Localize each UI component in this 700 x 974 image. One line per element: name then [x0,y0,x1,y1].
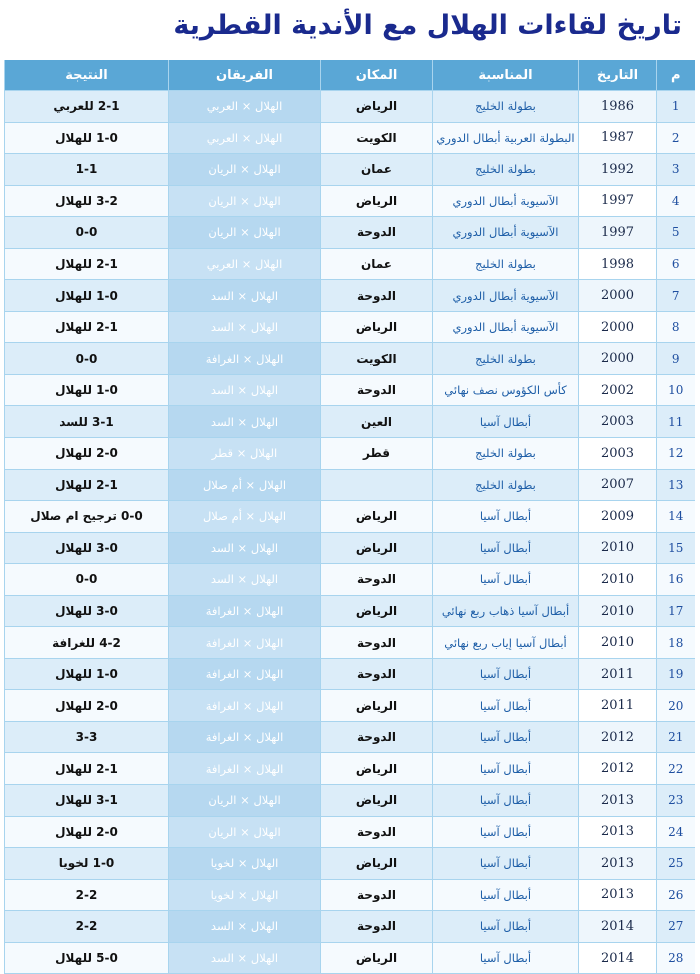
match-date: 2000 [579,311,657,343]
match-place: الرياض [321,501,433,533]
match-result: 2-1 للعربي [5,91,169,123]
match-result: 3-0 للهلال [5,595,169,627]
match-event: أبطال آسيا [433,848,579,880]
row-number: 13 [657,469,695,501]
row-number: 28 [657,942,695,974]
table-row [5,438,695,470]
table-row [5,848,695,880]
match-date: 2014 [579,911,657,943]
match-event: بطولة الخليج [433,154,579,186]
match-result: 2-0 للهلال [5,438,169,470]
row-number: 24 [657,816,695,848]
match-teams: الهلال × الريان [169,217,321,249]
table-row [5,721,695,753]
match-place: الرياض [321,942,433,974]
header-place: المكان [321,60,433,91]
match-place: الدوحة [321,564,433,596]
match-result: 1-0 للهلال [5,658,169,690]
row-number: 9 [657,343,695,375]
match-teams: الهلال × السد [169,911,321,943]
match-result: 1-1 [5,154,169,186]
match-place: الرياض [321,785,433,817]
row-number: 14 [657,501,695,533]
header-date: التاريخ [579,60,657,91]
match-teams: الهلال × قطر [169,438,321,470]
match-date: 1986 [579,91,657,123]
match-result: 2-0 للهلال [5,690,169,722]
match-event: بطولة الخليج [433,91,579,123]
match-place: قطر [321,438,433,470]
match-place [321,469,433,501]
match-event: أبطال آسيا [433,690,579,722]
match-event: الآسيوية أبطال الدوري [433,280,579,312]
match-place: الدوحة [321,721,433,753]
table-row [5,753,695,785]
match-date: 1997 [579,217,657,249]
match-result: 0-0 [5,564,169,596]
row-number: 15 [657,532,695,564]
table-row [5,374,695,406]
match-result: 0-0 [5,343,169,375]
match-date: 2010 [579,627,657,659]
match-teams: الهلال × الغرافة [169,753,321,785]
match-result: 3-0 للهلال [5,532,169,564]
table-row [5,217,695,249]
match-teams: الهلال × الغرافة [169,658,321,690]
match-teams: الهلال × أم صلال [169,469,321,501]
match-date: 2002 [579,374,657,406]
match-event: البطولة العربية أبطال الدوري [433,122,579,154]
match-result: 3-1 للهلال [5,785,169,817]
table-row [5,501,695,533]
match-place: الرياض [321,91,433,123]
match-result: 0-0 [5,217,169,249]
row-number: 26 [657,879,695,911]
match-date: 2000 [579,343,657,375]
match-event: بطولة الخليج [433,248,579,280]
match-place: الكويت [321,122,433,154]
match-event: الآسيوية أبطال الدوري [433,311,579,343]
row-number: 22 [657,753,695,785]
match-date: 2013 [579,785,657,817]
table-row [5,785,695,817]
row-number: 1 [657,91,695,123]
match-teams: الهلال × الريان [169,185,321,217]
match-date: 2009 [579,501,657,533]
match-place: عمان [321,154,433,186]
match-date: 2013 [579,816,657,848]
table-row [5,154,695,186]
match-date: 1992 [579,154,657,186]
match-date: 1997 [579,185,657,217]
match-teams: الهلال × العربي [169,248,321,280]
table-row [5,122,695,154]
table-row [5,942,695,974]
match-teams: الهلال × العربي [169,122,321,154]
match-result: 2-1 للهلال [5,753,169,785]
table-row [5,879,695,911]
match-teams: الهلال × لخويا [169,879,321,911]
match-teams: الهلال × الريان [169,785,321,817]
row-number: 3 [657,154,695,186]
match-result: 2-0 للهلال [5,816,169,848]
match-date: 2011 [579,658,657,690]
match-place: الدوحة [321,658,433,690]
row-number: 16 [657,564,695,596]
match-place: الدوحة [321,816,433,848]
table-row [5,658,695,690]
table-row [5,91,695,123]
match-result: 3-1 للسد [5,406,169,438]
table-row [5,469,695,501]
match-teams: الهلال × السد [169,311,321,343]
row-number: 8 [657,311,695,343]
page-title: تاريخ لقاءات الهلال مع الأندية القطرية [173,10,682,41]
match-place: الدوحة [321,280,433,312]
match-event: كأس الكؤوس نصف نهائي [433,374,579,406]
match-event: الآسيوية أبطال الدوري [433,185,579,217]
row-number: 7 [657,280,695,312]
row-number: 10 [657,374,695,406]
table-row [5,595,695,627]
match-teams: الهلال × الغرافة [169,627,321,659]
match-teams: الهلال × السد [169,532,321,564]
row-number: 19 [657,658,695,690]
match-result: 3-3 [5,721,169,753]
table-row [5,564,695,596]
match-event: أبطال آسيا [433,501,579,533]
table-row [5,248,695,280]
match-teams: الهلال × السد [169,564,321,596]
match-result: 0-0 ترجيح ام صلال [5,501,169,533]
match-date: 2007 [579,469,657,501]
match-event: أبطال آسيا ذهاب ربع نهائي [433,595,579,627]
match-teams: الهلال × السد [169,406,321,438]
match-teams: الهلال × السد [169,942,321,974]
match-place: العين [321,406,433,438]
table-body [5,91,695,974]
table-row [5,532,695,564]
match-event: بطولة الخليج [433,469,579,501]
match-place: الرياض [321,595,433,627]
match-date: 2014 [579,942,657,974]
match-place: الدوحة [321,627,433,659]
match-place: الدوحة [321,374,433,406]
match-event: أبطال آسيا [433,879,579,911]
match-event: بطولة الخليج [433,438,579,470]
header-teams: الفريقان [169,60,321,91]
match-event: أبطال آسيا [433,532,579,564]
row-number: 5 [657,217,695,249]
table-row [5,280,695,312]
match-event: أبطال آسيا [433,753,579,785]
match-date: 2012 [579,753,657,785]
match-event: أبطال آسيا [433,406,579,438]
match-date: 1998 [579,248,657,280]
match-event: الآسيوية أبطال الدوري [433,217,579,249]
table-row [5,627,695,659]
match-teams: الهلال × الغرافة [169,343,321,375]
row-number: 23 [657,785,695,817]
row-number: 21 [657,721,695,753]
header-event: المناسبة [433,60,579,91]
match-result: 1-0 للهلال [5,122,169,154]
match-date: 2010 [579,564,657,596]
row-number: 27 [657,911,695,943]
match-date: 2003 [579,438,657,470]
table-row [5,343,695,375]
match-place: الرياض [321,848,433,880]
row-number: 25 [657,848,695,880]
match-teams: الهلال × أم صلال [169,501,321,533]
match-result: 1-0 للهلال [5,280,169,312]
table-row [5,311,695,343]
match-place: الرياض [321,311,433,343]
match-result: 1-0 لخويا [5,848,169,880]
match-result: 2-1 للهلال [5,311,169,343]
match-event: أبطال آسيا [433,911,579,943]
match-event: أبطال آسيا [433,658,579,690]
match-date: 2011 [579,690,657,722]
row-number: 18 [657,627,695,659]
match-event: أبطال آسيا [433,816,579,848]
match-place: الرياض [321,753,433,785]
match-date: 2012 [579,721,657,753]
row-number: 4 [657,185,695,217]
match-teams: الهلال × الغرافة [169,690,321,722]
match-place: الدوحة [321,217,433,249]
row-number: 12 [657,438,695,470]
match-teams: الهلال × الغرافة [169,595,321,627]
row-number: 6 [657,248,695,280]
table-row [5,185,695,217]
match-result: 2-1 للهلال [5,248,169,280]
match-teams: الهلال × العربي [169,91,321,123]
row-number: 20 [657,690,695,722]
match-result: 2-1 للهلال [5,469,169,501]
row-number: 2 [657,122,695,154]
match-event: أبطال آسيا [433,785,579,817]
match-place: عمان [321,248,433,280]
match-event: أبطال آسيا [433,721,579,753]
match-date: 2003 [579,406,657,438]
table-row [5,406,695,438]
match-result: 5-0 للهلال [5,942,169,974]
match-date: 2013 [579,848,657,880]
match-place: الرياض [321,532,433,564]
header-num: م [657,60,695,91]
match-result: 3-2 للهلال [5,185,169,217]
table-row [5,816,695,848]
table-header-row [5,60,695,91]
match-event: بطولة الخليج [433,343,579,375]
match-result: 1-0 للهلال [5,374,169,406]
match-event: أبطال آسيا [433,564,579,596]
match-date: 2010 [579,595,657,627]
row-number: 11 [657,406,695,438]
table-row [5,690,695,722]
match-date: 2013 [579,879,657,911]
match-place: الدوحة [321,879,433,911]
matches-table [4,60,695,974]
match-teams: الهلال × لخويا [169,848,321,880]
match-teams: الهلال × الريان [169,816,321,848]
match-teams: الهلال × الغرافة [169,721,321,753]
match-event: أبطال آسيا [433,942,579,974]
row-number: 17 [657,595,695,627]
match-place: الكويت [321,343,433,375]
match-place: الدوحة [321,911,433,943]
match-place: الرياض [321,690,433,722]
match-result: 2-2 [5,911,169,943]
match-place: الرياض [321,185,433,217]
match-result: 4-2 للغرافة [5,627,169,659]
match-date: 1987 [579,122,657,154]
match-event: أبطال آسيا إياب ربع نهائي [433,627,579,659]
header-result: النتيجة [5,60,169,91]
match-teams: الهلال × السد [169,374,321,406]
match-date: 2000 [579,280,657,312]
match-result: 2-2 [5,879,169,911]
table-row [5,911,695,943]
match-teams: الهلال × السد [169,280,321,312]
match-teams: الهلال × الريان [169,154,321,186]
match-date: 2010 [579,532,657,564]
